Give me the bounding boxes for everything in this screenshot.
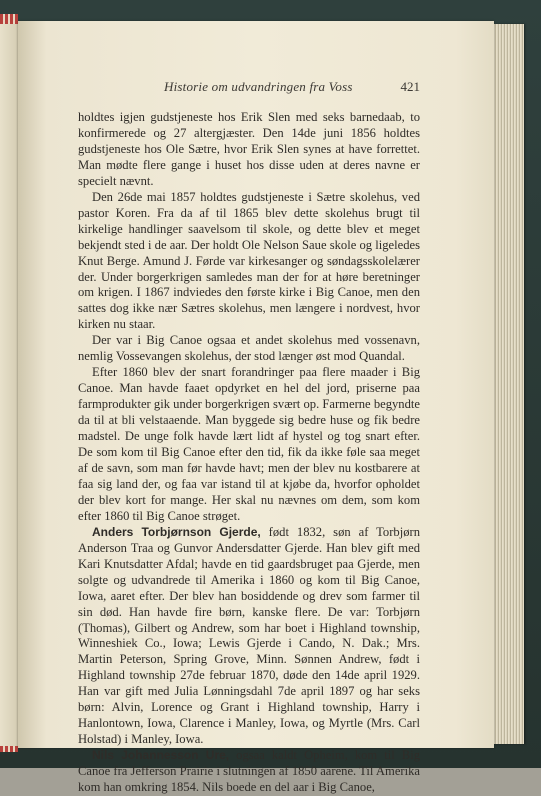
page-header — [164, 79, 420, 99]
paragraph: Den 26de mai 1857 holdtes gudstjeneste i Sætre skolehus, ved pastor Koren. Fra da af til 1865 blev dette skolehus brugt til kirkelige handlinger saavelsom til skole, og dette blev et meget bekjendt sted i de aar. Der holdt Ole Nelson Saue skole og ligeledes Knut Berge. Amund J. Førde var kirkesanger og søndagsskolelærer der. Under borgerkrigen samledes man der for at høre beretninger om krigen. I 1867 indviedes den første kirke i Big Canoe, men den sattes dog ikke nær Sætres skolehus, men længere i nordvest, hvor kirken nu staar. — [78, 189, 420, 332]
bookmark-ribbon-top — [0, 14, 18, 24]
paragraph: holdtes igjen gudstjeneste hos Erik Slen med seks barnedaab, to konfirmerede og 27 altergjæster. Den 14de juni 1856 holdtes gudstjeneste hos Ole Sætre, hvor Erik Slen synes at have forrettet. Man mødte flere gange i huset hos disse uden at deres navne er specielt nævnt. — [78, 110, 420, 188]
paragraph: Nils Johannesson Ure, ogsaa kaldt Opheim, kom til Big Canoe fra Jefferson Prairie i slutningen af 1850 aarene. Til Amerika kom han omkring 1854. Nils boede en del aar i Big Canoe, — [78, 748, 420, 795]
person-name: Anders Torbjørnson Gjerde, — [92, 524, 261, 539]
person-name: Nils Johannesson Ure, — [92, 748, 230, 763]
running-title: Historie om udvandringen fra Voss — [164, 79, 353, 94]
body-text — [78, 110, 420, 796]
paragraph: Anders Torbjørnson Gjerde, født 1832, søn af Torbjørn Anderson Traa og Gunvor Andersdatter Gjerde. Han blev gift med Kari Knutsdatter Afdal; havde en tid gaardsbruget paa Gjerde, men solgte og udvandrede til Amerika i 1860 og kom til Big Canoe, Iowa, aaret efter. Der blev han bosiddende og drev som farmer til sin død. Han havde fire børn, kanske flere. De var: Torbjørn (Thomas), Gilbert og Andrew, som har boet i Highland township, Winneshiek Co., Iowa; Lewis Gjerde i Cando, N. Dak.; Mrs. Martin Peterson, Spring Grove, Minn. Sønnen Andrew, født i Highland township 27de februar 1870, døde den 14de april 1929. Han var gift med Julia Lønningsdahl 7de april 1897 og har seks børn: Alvin, Lorence og Grant i Highland township, Harry i Hanlontown, Iowa, Clarence i Manley, Iowa, og Myrtle (Mrs. Carl Holstad) i Manley, Iowa. — [78, 524, 420, 747]
page-edges — [494, 24, 524, 744]
paragraph: Efter 1860 blev der snart forandringer paa flere maader i Big Canoe. Man havde faaet opdyrket en hel del jord, priserne paa farmprodukter gik under borgerkrigen svært op. Farmerne begyndte da til at bli velstaaende. Man byggede sig bedre huse og fik bedre madstel. De unge folk havde lært lidt af hystel og tog snart efter. De som kom til Big Canoe efter den tid, fik da ikke føle saa meget af de savn, som man før havde havt; men der blev nu kostbarere at faa sig land der, og faa var istand til at kjøbe da, hvorfor opholdet der blev kort for mange. Her skal nu nævnes om dem, som kom efter 1860 til Big Canoe strøget. — [78, 365, 420, 523]
page-number: 421 — [400, 79, 420, 94]
paragraph: Der var i Big Canoe ogsaa et andet skolehus med vossenavn, nemlig Vossevangen skolehus, der stod længer øst mod Quandal. — [78, 333, 420, 364]
